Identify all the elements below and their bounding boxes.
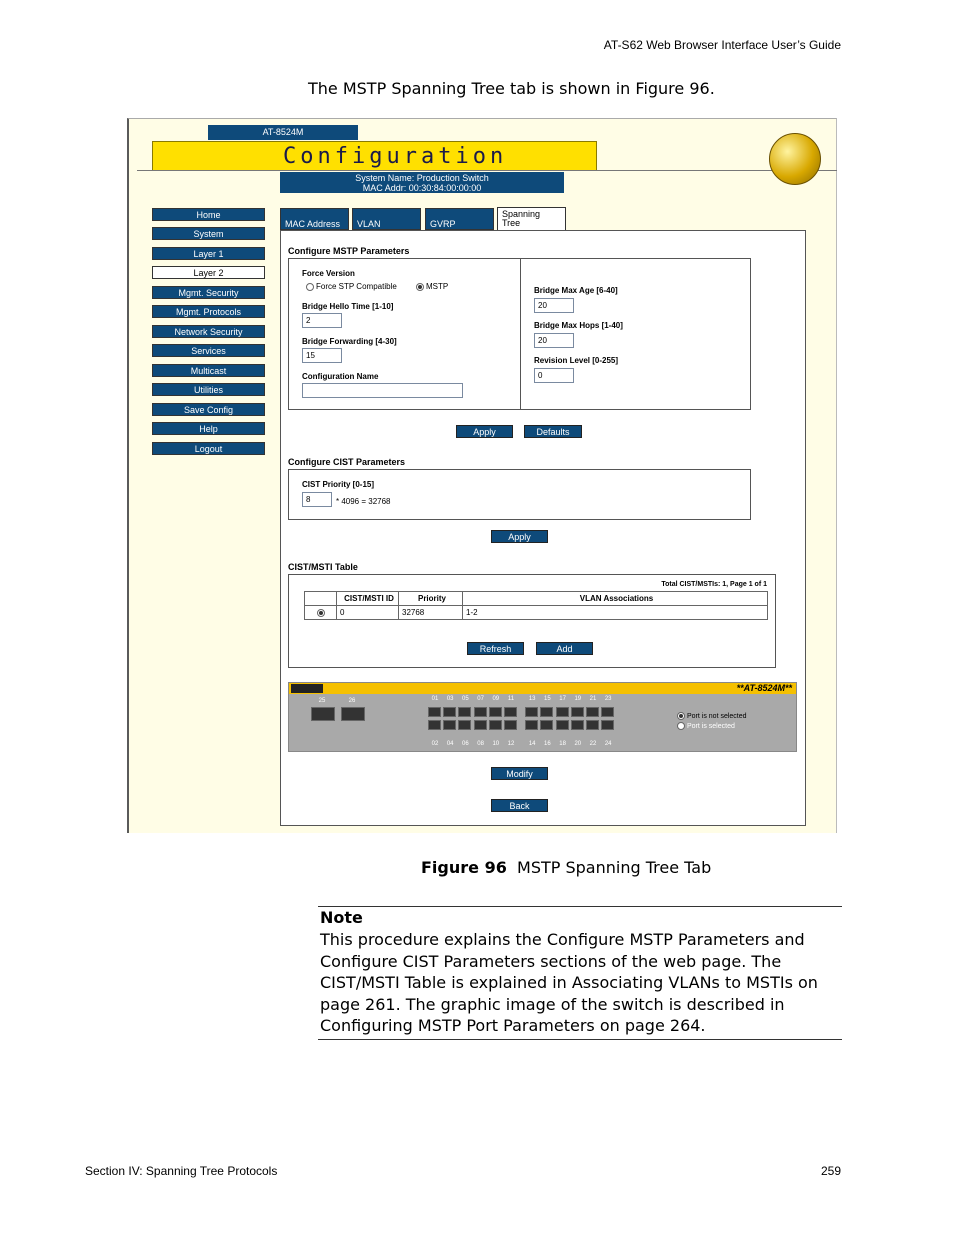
switch-port[interactable]	[428, 707, 441, 717]
hello-time-label: Bridge Hello Time [1-10]	[302, 302, 394, 311]
revision-level-input[interactable]: 0	[534, 368, 574, 383]
tab-vlan[interactable]: VLAN	[352, 208, 421, 230]
switch-port[interactable]	[428, 720, 441, 730]
figure-screenshot	[127, 118, 837, 833]
port-label: 05	[462, 696, 469, 702]
uplink-port[interactable]	[341, 707, 365, 721]
switch-port[interactable]	[443, 720, 456, 730]
nav-network-security-button[interactable]: Network Security	[152, 325, 265, 338]
nav-save-config-button[interactable]: Save Config	[152, 403, 265, 416]
switch-port[interactable]	[601, 720, 614, 730]
cist-priority-label: CIST Priority [0-15]	[302, 480, 375, 489]
switch-port[interactable]	[571, 707, 584, 717]
footer-section: Section IV: Spanning Tree Protocols	[85, 1164, 278, 1178]
nav-mgmt-protocols-button[interactable]: Mgmt. Protocols	[152, 305, 265, 318]
mac-address: MAC Addr: 00:30:84:00:00:00	[362, 183, 482, 193]
max-age-input[interactable]: 20	[534, 298, 574, 313]
port-label: 19	[574, 696, 582, 702]
mstp-defaults-button[interactable]: Defaults	[524, 425, 582, 438]
config-name-label: Configuration Name	[302, 372, 379, 381]
table-section-title: CIST/MSTI Table	[288, 562, 358, 572]
system-info	[280, 172, 564, 193]
switch-port[interactable]	[556, 720, 569, 730]
refresh-button[interactable]: Refresh	[467, 642, 524, 655]
port-label: 24	[604, 741, 612, 747]
note-body: This procedure explains the Configure MSTP Parameters and Configure CIST Parameters sections of the web page. The CIST/MSTI Table is explained in Associating VLANs to MSTIs on page 261. The graphic image of the switch is described in Configuring MSTP Port Parameters on page 264.	[320, 930, 818, 1036]
tab-spanning-tree-line1: Spanning	[502, 209, 541, 219]
switch-port[interactable]	[458, 707, 471, 717]
switch-port[interactable]	[540, 720, 553, 730]
switch-port[interactable]	[489, 720, 502, 730]
switch-port[interactable]	[540, 707, 553, 717]
legend-not-selected	[677, 712, 747, 720]
back-button[interactable]: Back	[491, 799, 548, 812]
cist-priority-calc: * 4096 = 32768	[336, 497, 391, 506]
legend-selected-label: Port is selected	[687, 722, 735, 730]
configuration-banner	[152, 141, 597, 171]
switch-port[interactable]	[504, 720, 517, 730]
nav-mgmt-security-button[interactable]: Mgmt. Security	[152, 286, 265, 299]
max-age-label: Bridge Max Age [6-40]	[534, 286, 618, 295]
nav-logout-button[interactable]: Logout	[152, 442, 265, 455]
mstp-option[interactable]	[416, 282, 448, 291]
nav-utilities-button[interactable]: Utilities	[152, 383, 265, 396]
cist-priority-input[interactable]: 8	[302, 492, 332, 507]
switch-model: **AT-8524M**	[736, 683, 792, 693]
legend-not-selected-label: Port is not selected	[687, 712, 747, 720]
port-label: 15	[544, 696, 551, 702]
note-title: Note	[320, 908, 363, 927]
globe-logo-icon	[769, 133, 821, 185]
config-name-input[interactable]	[302, 383, 463, 398]
port-label: 13	[528, 696, 536, 702]
port-label: 16	[544, 741, 551, 747]
running-header: AT-S62 Web Browser Interface User’s Guide	[603, 38, 841, 52]
port-label: 06	[462, 741, 469, 747]
nav-home-button[interactable]: Home	[152, 208, 265, 221]
row-select-radio[interactable]	[317, 609, 325, 617]
switch-port[interactable]	[556, 707, 569, 717]
tab-spanning-tree[interactable]	[497, 207, 566, 230]
cist-apply-button[interactable]: Apply	[491, 530, 548, 543]
force-stp-label: Force STP Compatible	[316, 282, 397, 291]
port-label: 09	[492, 696, 500, 702]
row-select-cell[interactable]	[305, 606, 337, 620]
system-name: System Name: Production Switch	[355, 173, 489, 183]
switch-port[interactable]	[571, 720, 584, 730]
revision-level-label: Revision Level [0-255]	[534, 356, 619, 365]
mstp-params-box	[288, 258, 751, 410]
port-label: 14	[528, 741, 536, 747]
mstp-apply-button[interactable]: Apply	[456, 425, 513, 438]
vendor-logo-icon	[291, 684, 323, 693]
switch-port[interactable]	[489, 707, 502, 717]
msti-id-header: CIST/MSTI ID	[337, 592, 399, 606]
mstp-box-divider	[520, 259, 521, 409]
port-label: 17	[559, 696, 566, 702]
row-vlans: 1-2	[463, 606, 768, 620]
switch-port[interactable]	[474, 720, 487, 730]
note-bottom-rule	[318, 1039, 842, 1040]
uplink-port[interactable]	[311, 707, 335, 721]
nav-layer1-button[interactable]: Layer 1	[152, 247, 265, 260]
cist-section-title: Configure CIST Parameters	[288, 457, 406, 467]
port-label: 01	[431, 696, 439, 702]
switch-port[interactable]	[474, 707, 487, 717]
tab-spanning-tree-line2: Tree	[502, 218, 521, 228]
port-label: 04	[446, 741, 454, 747]
switch-port[interactable]	[525, 707, 538, 717]
model-tab: AT-8524M	[208, 125, 358, 140]
switch-top-band	[289, 683, 796, 694]
switch-port[interactable]	[586, 720, 599, 730]
switch-port[interactable]	[458, 720, 471, 730]
uplink-port-label: 25	[318, 698, 326, 704]
port-label: 03	[446, 696, 454, 702]
switch-port[interactable]	[601, 707, 614, 717]
nav-multicast-button[interactable]: Multicast	[152, 364, 265, 377]
vlan-assoc-header: VLAN Associations	[463, 592, 768, 606]
table-row	[305, 606, 768, 620]
tab-gvrp[interactable]: GVRP	[425, 208, 494, 230]
switch-port[interactable]	[586, 707, 599, 717]
select-header	[305, 592, 337, 606]
port-label: 10	[492, 741, 500, 747]
max-hops-input[interactable]: 20	[534, 333, 574, 348]
tab-mac-address[interactable]: MAC Address	[280, 208, 349, 230]
port-label: 12	[507, 741, 515, 747]
configuration-title: Configuration	[283, 144, 508, 169]
legend-selected-icon	[677, 722, 685, 730]
nav-system-button[interactable]: System	[152, 227, 265, 240]
figure-caption	[421, 858, 711, 877]
port-label: 07	[477, 696, 484, 702]
page-number: 259	[820, 1164, 841, 1178]
port-label: 23	[604, 696, 612, 702]
force-stp-option[interactable]	[306, 282, 397, 291]
forwarding-label: Bridge Forwarding [4-30]	[302, 337, 397, 346]
switch-port[interactable]	[525, 720, 538, 730]
mstp-option-label: MSTP	[426, 282, 449, 291]
intro-text: The MSTP Spanning Tree tab is shown in Figure 96.	[308, 79, 715, 98]
nav-help-button[interactable]: Help	[152, 422, 265, 435]
cist-msti-table	[304, 591, 768, 620]
switch-port[interactable]	[443, 707, 456, 717]
max-hops-label: Bridge Max Hops [1-40]	[534, 321, 623, 330]
legend-selected	[677, 722, 735, 730]
switch-port[interactable]	[504, 707, 517, 717]
cist-params-box	[288, 469, 751, 520]
hello-time-input[interactable]: 2	[302, 313, 342, 328]
port-label: 18	[559, 741, 566, 747]
divider	[137, 170, 837, 171]
nav-services-button[interactable]: Services	[152, 344, 265, 357]
port-label: 02	[431, 741, 439, 747]
forwarding-input[interactable]: 15	[302, 348, 342, 363]
cist-msti-table-box	[288, 574, 776, 668]
caption-label: Figure 96	[421, 858, 507, 877]
uplink-port-label: 26	[348, 698, 356, 704]
legend-not-selected-icon	[677, 712, 685, 720]
mstp-radio[interactable]	[416, 283, 424, 291]
force-stp-radio[interactable]	[306, 283, 314, 291]
nav-layer2-button[interactable]: Layer 2	[152, 266, 265, 279]
port-label: 08	[477, 741, 484, 747]
caption-text: MSTP Spanning Tree Tab	[517, 858, 712, 877]
port-label: 20	[574, 741, 582, 747]
row-msti-id: 0	[337, 606, 399, 620]
priority-header: Priority	[399, 592, 463, 606]
port-label: 22	[589, 741, 597, 747]
switch-graphic	[288, 682, 797, 752]
port-label: 11	[507, 696, 515, 702]
table-total: Total CIST/MSTIs: 1, Page 1 of 1	[661, 581, 767, 588]
add-button[interactable]: Add	[536, 642, 593, 655]
note-top-rule	[318, 906, 842, 907]
force-version-label: Force Version	[302, 269, 355, 278]
modify-button[interactable]: Modify	[491, 767, 548, 780]
port-label: 21	[589, 696, 597, 702]
mstp-section-title: Configure MSTP Parameters	[288, 246, 410, 256]
row-priority: 32768	[399, 606, 463, 620]
